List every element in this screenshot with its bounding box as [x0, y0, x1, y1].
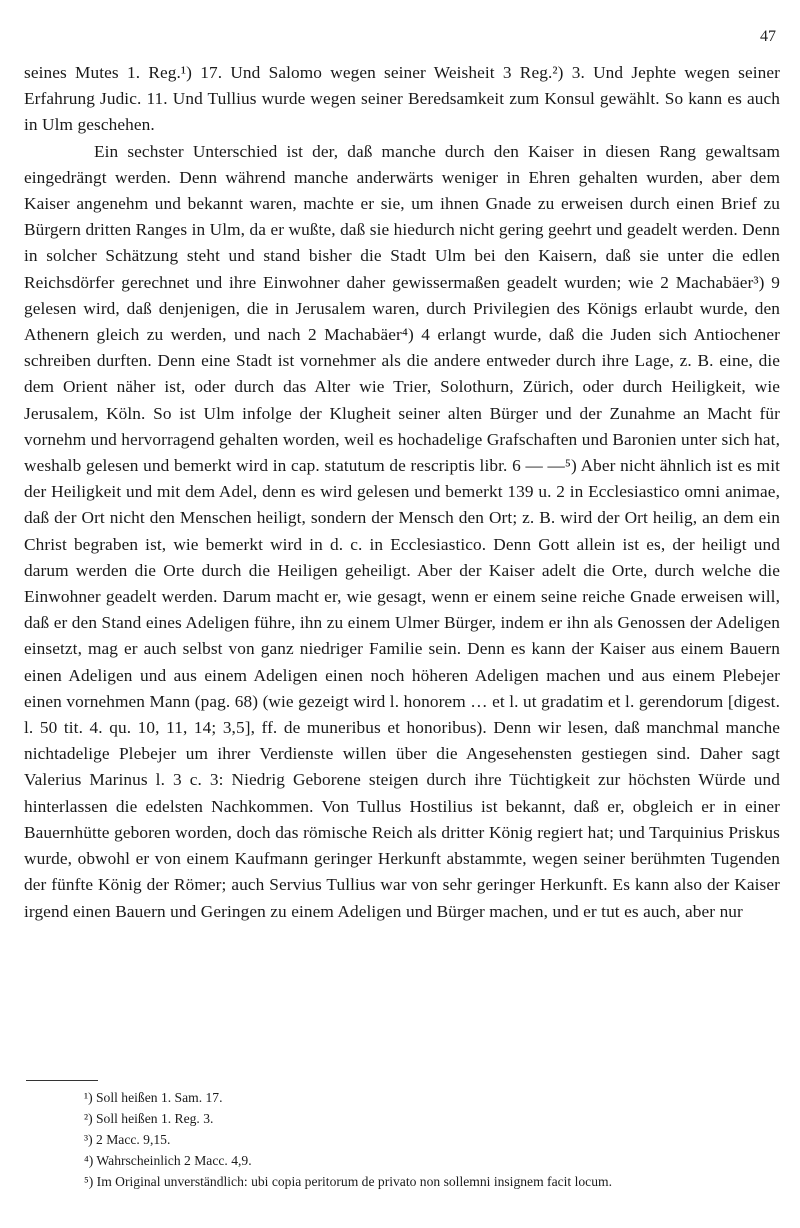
footnote-divider	[26, 1080, 98, 1081]
paragraph: Ein sechster Unterschied ist der, daß manche durch den Kaiser in diesen Rang gewaltsam eingedrängt werden. Denn während manche anderwärts weniger in Ehren gehalten wurden, aber dem Kaiser angenehm und bekannt waren, machte er sie, um ihnen Gnade zu erweisen durch einen Brief zu Bürgern dritten Ranges in Ulm, da er wußte, daß sie hiedurch nicht gering geehrt und geadelt werden. Denn in solcher Schätzung steht und stand bisher die Stadt Ulm bei den Kaisern, daß sie unter die edlen Reichsdörfer gerechnet und ihre Einwohner daher gewissermaßen geadelt wurden; wie 2 Machabäer³) 9 gelesen wird, daß denjenigen, die in Jerusalem waren, durch Privilegien des Königs erlaubt wurde, den Athenern gleich zu werden, und nach 2 Machabäer⁴) 4 erlangt wurde, daß die Juden sich Antiochener schreiben durften. Denn eine Stadt ist vornehmer als die andere entweder durch ihre Lage, z. B. eine, die dem Orient näher ist, oder durch das Alter wie Trier, Solothurn, Zürich, oder durch Heiligkeit, wie Jerusalem, Köln. So ist Ulm infolge der Klugheit seiner alten Bürger und der Zunahme an Macht für vornehm und hervorragend gehalten worden, weil es hochadelige Grafschaften und Baronien unter sich hat, weshalb gelesen und bemerkt wird in cap. statutum de rescriptis libr. 6 — —⁵) Aber nicht ähnlich ist es mit der Heiligkeit und mit dem Adel, denn es wird gelesen und bemerkt 139 u. 2 in Ecclesiastico omni animae, daß der Ort nicht den Menschen heiligt, sondern der Mensch den Ort; z. B. wird der Ort heilig, an dem ein Christ begraben ist, wie bemerkt wird in d. c. in Ecclesiastico. Denn Gott allein ist es, der heiligt und darum werden die Orte durch die Heiligen geheiligt. Aber der Kaiser adelt die Orte, durch welche die Einwohner geadelt werden. Darum macht er, wie gesagt, wenn er einem seine reiche Gnade erweisen will, daß er den Stand eines Adeligen führe, ihn zu einem Ulmer Bürger, indem er ihn als Genossen der Adeligen einsetzt, mag er auch selbst von ganz niedriger Familie sein. Denn es kann der Kaiser aus einem Bauern einen Adeligen und aus einem Adeligen einen noch höheren Adeligen machen und aus einem Plebejer einen vornehmen Mann (pag. 68) (wie gezeigt wird l. honorem … et l. ut gradatim et l. gerendorum [digest. l. 50 tit. 4. qu. 10, 11, 14; 3,5], ff. de muneribus et honoribus). Denn wir lesen, daß manchmal manche nichtadelige Plebejer um ihrer Verdienste willen über die Angesehensten gestiegen sind. Daher sagt Valerius Marinus l. 3 c. 3: Niedrig Geborene steigen durch ihre Tüchtigkeit zur höchsten Würde und hinterlassen die edelsten Nachkommen. Von Tullus Hostilius ist bekannt, daß er, obgleich er in einer Bauernhütte geboren worden, doch das römische Reich als dritter König regiert hat; und Tarquinius Priskus wurde, obwohl er von einem Kaufmann geringer Herkunft abstammte, wegen seiner berühmten Tugenden der fünfte König der Römer; auch Servius Tullius war von sehr geringer Herkunft. Es kann also der Kaiser irgend einen Bauern und Geringen zu einem Adeligen und Bürger machen, und er tut es auch, aber nur	[24, 141, 780, 921]
body-text	[24, 60, 780, 925]
paragraph: seines Mutes 1. Reg.¹) 17. Und Salomo wegen seiner Weisheit 3 Reg.²) 3. Und Jephte wegen seiner Erfahrung Judic. 11. Und Tullius wurde wegen seiner Beredsamkeit zum Konsul gewählt. So kann es auch in Ulm geschehen.	[24, 63, 780, 135]
footnote: ³) 2 Macc. 9,15.	[84, 1132, 171, 1147]
footnote: ¹) Soll heißen 1. Sam. 17.	[84, 1090, 223, 1105]
page-number: 47	[760, 28, 776, 45]
footnotes	[84, 1087, 784, 1192]
footnote: ²) Soll heißen 1. Reg. 3.	[84, 1111, 214, 1126]
footnote: ⁴) Wahrscheinlich 2 Macc. 4,9.	[84, 1153, 252, 1168]
footnote: ⁵) Im Original unverständlich: ubi copia peritorum de privato non sollemni insignem facit locum.	[84, 1174, 612, 1189]
